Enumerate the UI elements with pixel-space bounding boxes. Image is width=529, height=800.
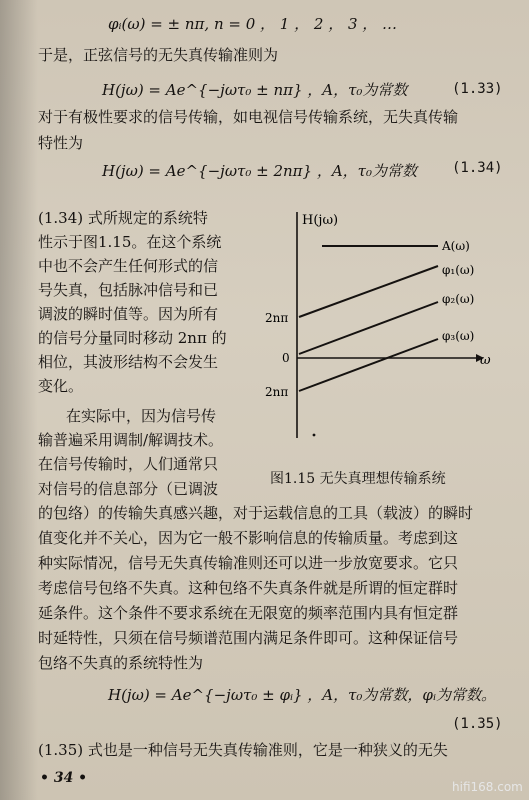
legend-phi1: φ₁(ω) xyxy=(442,263,475,277)
tick-label-bottom: 2nπ xyxy=(265,385,289,399)
text-line: 包络不失真的系统特性为 xyxy=(38,654,204,672)
text-line: 的包络）的传输失真感兴趣，对于运载信息的工具（载波）的瞬时 xyxy=(38,504,474,522)
text-line: 特性为 xyxy=(38,134,84,152)
text-line: 种实际情况，信号无失真传输准则还可以进一步放宽要求。它只 xyxy=(38,554,459,572)
text-line: 延条件。这个条件不要求系统在无限宽的频率范围内具有恒定群 xyxy=(38,604,459,622)
text-line: 值变化并不关心，因为它一般不影响信息的传输质量。考虑到这 xyxy=(38,529,459,547)
text-line: 中也不会产生任何形式的信 xyxy=(38,257,219,275)
text-line: (1.34) 式所规定的系统特 xyxy=(38,209,208,227)
equation-number: (1.33) xyxy=(452,81,503,97)
tick-label-top: 2nπ xyxy=(265,311,289,325)
equation-1-34: H(jω) = Ae^{−jωτ₀ ± 2nπ} ，A，τ₀为常数 xyxy=(102,162,417,180)
text-line: 时延特性，只须在信号频谱范围内满足条件即可。这种保证信号 xyxy=(38,629,459,647)
tick-label-zero: 0 xyxy=(282,351,290,365)
figure-1-15 xyxy=(262,206,502,442)
equation-number: (1.35) xyxy=(452,716,503,732)
text-line: 在信号传输时，人们通常只 xyxy=(38,455,219,473)
text-line: 输普遍采用调制/解调技术。 xyxy=(38,431,224,449)
page-number: • 34 • xyxy=(40,770,88,786)
text-line: 于是，正弦信号的无失真传输准则为 xyxy=(38,46,279,64)
equation-1-33: H(jω) = Ae^{−jωτ₀ ± nπ} ，A，τ₀为常数 xyxy=(102,81,408,99)
text-line: 考虑信号包络不失真。这种包络不失真条件就是所谓的恒定群时 xyxy=(38,579,459,597)
legend-phi2: φ₂(ω) xyxy=(442,292,475,306)
page-edge-shadow xyxy=(0,0,38,800)
text-line: 号失真，包括脉冲信号和已 xyxy=(38,281,219,299)
text-line: 对于有极性要求的信号传输，如电视信号传输系统，无失真传输 xyxy=(38,108,459,126)
axis-dot xyxy=(313,434,316,437)
phase-condition: φᵢ(ω) = ± nπ, n = 0 ， 1 ， 2 ， 3 ， … xyxy=(108,15,398,33)
text-line: 在实际中，因为信号传 xyxy=(66,407,217,425)
text-line: 对信号的信息部分（已调波 xyxy=(38,480,219,498)
figure-caption: 图1.15 无失真理想传输系统 xyxy=(270,471,446,487)
watermark: hifi168.com xyxy=(452,780,523,794)
equation-number: (1.34) xyxy=(452,160,503,176)
text-line: 调波的瞬时值等。因为所有 xyxy=(38,305,219,323)
text-line: 的信号分量同时移动 2nπ 的 xyxy=(38,329,227,347)
legend-amplitude: A(ω) xyxy=(442,239,470,253)
legend-phi3: φ₃(ω) xyxy=(442,329,475,343)
x-axis-label: ω xyxy=(480,353,491,368)
text-line: (1.35) 式也是一种信号无失真传输准则，它是一种狭义的无失 xyxy=(38,741,448,759)
text-line: 相位，其波形结构不会发生 xyxy=(38,353,219,371)
equation-1-35: H(jω) = Ae^{−jωτ₀ ± φᵢ} ，A，τ₀为常数，φᵢ为常数。 xyxy=(108,686,496,704)
text-line: 性示于图1.15。在这个系统 xyxy=(38,233,222,251)
y-axis-label: H(jω) xyxy=(302,213,339,228)
text-line: 变化。 xyxy=(38,377,84,395)
